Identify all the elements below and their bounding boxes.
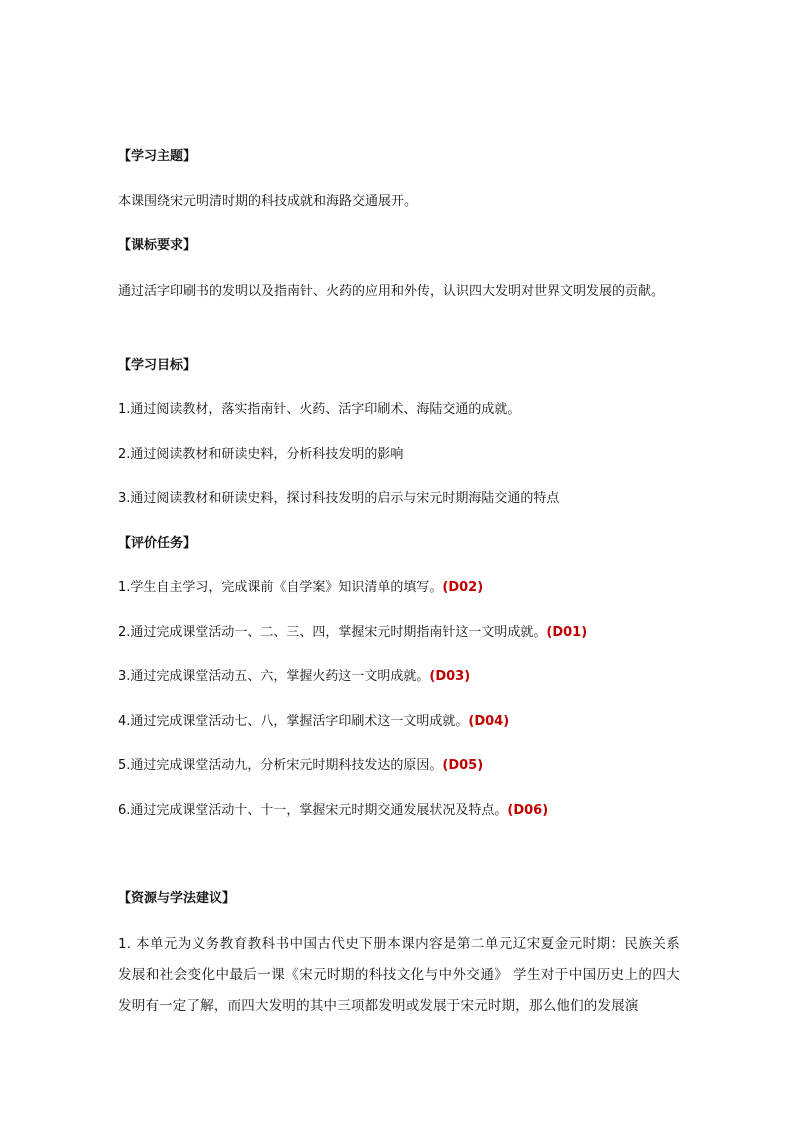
evaluation-task-code: (D03) <box>429 669 471 684</box>
evaluation-task-text: 5.通过完成课堂活动九，分析宋元时期科技发达的原因。 <box>118 758 443 773</box>
evaluation-task-text: 4.通过完成课堂活动七、八，掌握活字印刷术这一文明成就。 <box>118 714 469 729</box>
evaluation-task-text: 1.学生自主学习，完成课前《自学案》知识清单的填写。 <box>118 580 443 595</box>
heading-evaluation-tasks: 【评价任务】 <box>118 536 197 551</box>
learning-goal-item: 2.通过阅读教材和研读史料，分析科技发明的影响 <box>118 447 404 462</box>
learning-goal-item: 1.通过阅读教材，落实指南针、火药、活字印刷术、海陆交通的成就。 <box>118 402 521 417</box>
evaluation-task-text: 3.通过完成课堂活动五、六，掌握火药这一文明成就。 <box>118 669 430 684</box>
evaluation-task-code: (D05) <box>442 758 484 773</box>
evaluation-task-item <box>118 667 470 687</box>
heading-learning-goals: 【学习目标】 <box>118 358 197 373</box>
evaluation-task-item <box>118 756 483 776</box>
evaluation-task-code: (D02) <box>442 580 484 595</box>
evaluation-task-text: 6.通过完成课堂活动十、十一，掌握宋元时期交通发展状况及特点。 <box>118 803 508 818</box>
evaluation-task-item <box>118 578 483 598</box>
heading-resources-and-methods: 【资源与学法建议】 <box>118 891 236 906</box>
evaluation-task-item <box>118 712 509 732</box>
evaluation-task-item <box>118 801 548 821</box>
evaluation-task-code: (D04) <box>468 714 510 729</box>
heading-curriculum-standard: 【课标要求】 <box>118 238 197 253</box>
evaluation-task-code: (D01) <box>546 625 588 640</box>
evaluation-task-text: 2.通过完成课堂活动一、二、三、四，掌握宋元时期指南针这一文明成就。 <box>118 625 547 640</box>
heading-learning-theme: 【学习主题】 <box>118 149 197 164</box>
curriculum-standard-text: 通过活字印刷书的发明以及指南针、火药的应用和外传，认识四大发明对世界文明发展的贡献。 <box>118 284 665 299</box>
learning-theme-text: 本课围绕宋元明清时期的科技成就和海路交通展开。 <box>118 194 418 209</box>
evaluation-task-code: (D06) <box>507 803 549 818</box>
learning-goal-item: 3.通过阅读教材和研读史料，探讨科技发明的启示与宋元时期海陆交通的特点 <box>118 491 560 506</box>
resources-paragraph: 1. 本单元为义务教育教科书中国古代史下册本课内容是第二单元辽宋夏金元时期：民族关系发展和社会变化中最后一课《宋元时期的科技文化与中外交通》 学生对于中国历史上的四大发明有一定了解，而四大发明的其中三项都发明或发展于宋元时期，那么他们的发展演 <box>118 936 680 1014</box>
evaluation-task-item <box>118 623 587 643</box>
